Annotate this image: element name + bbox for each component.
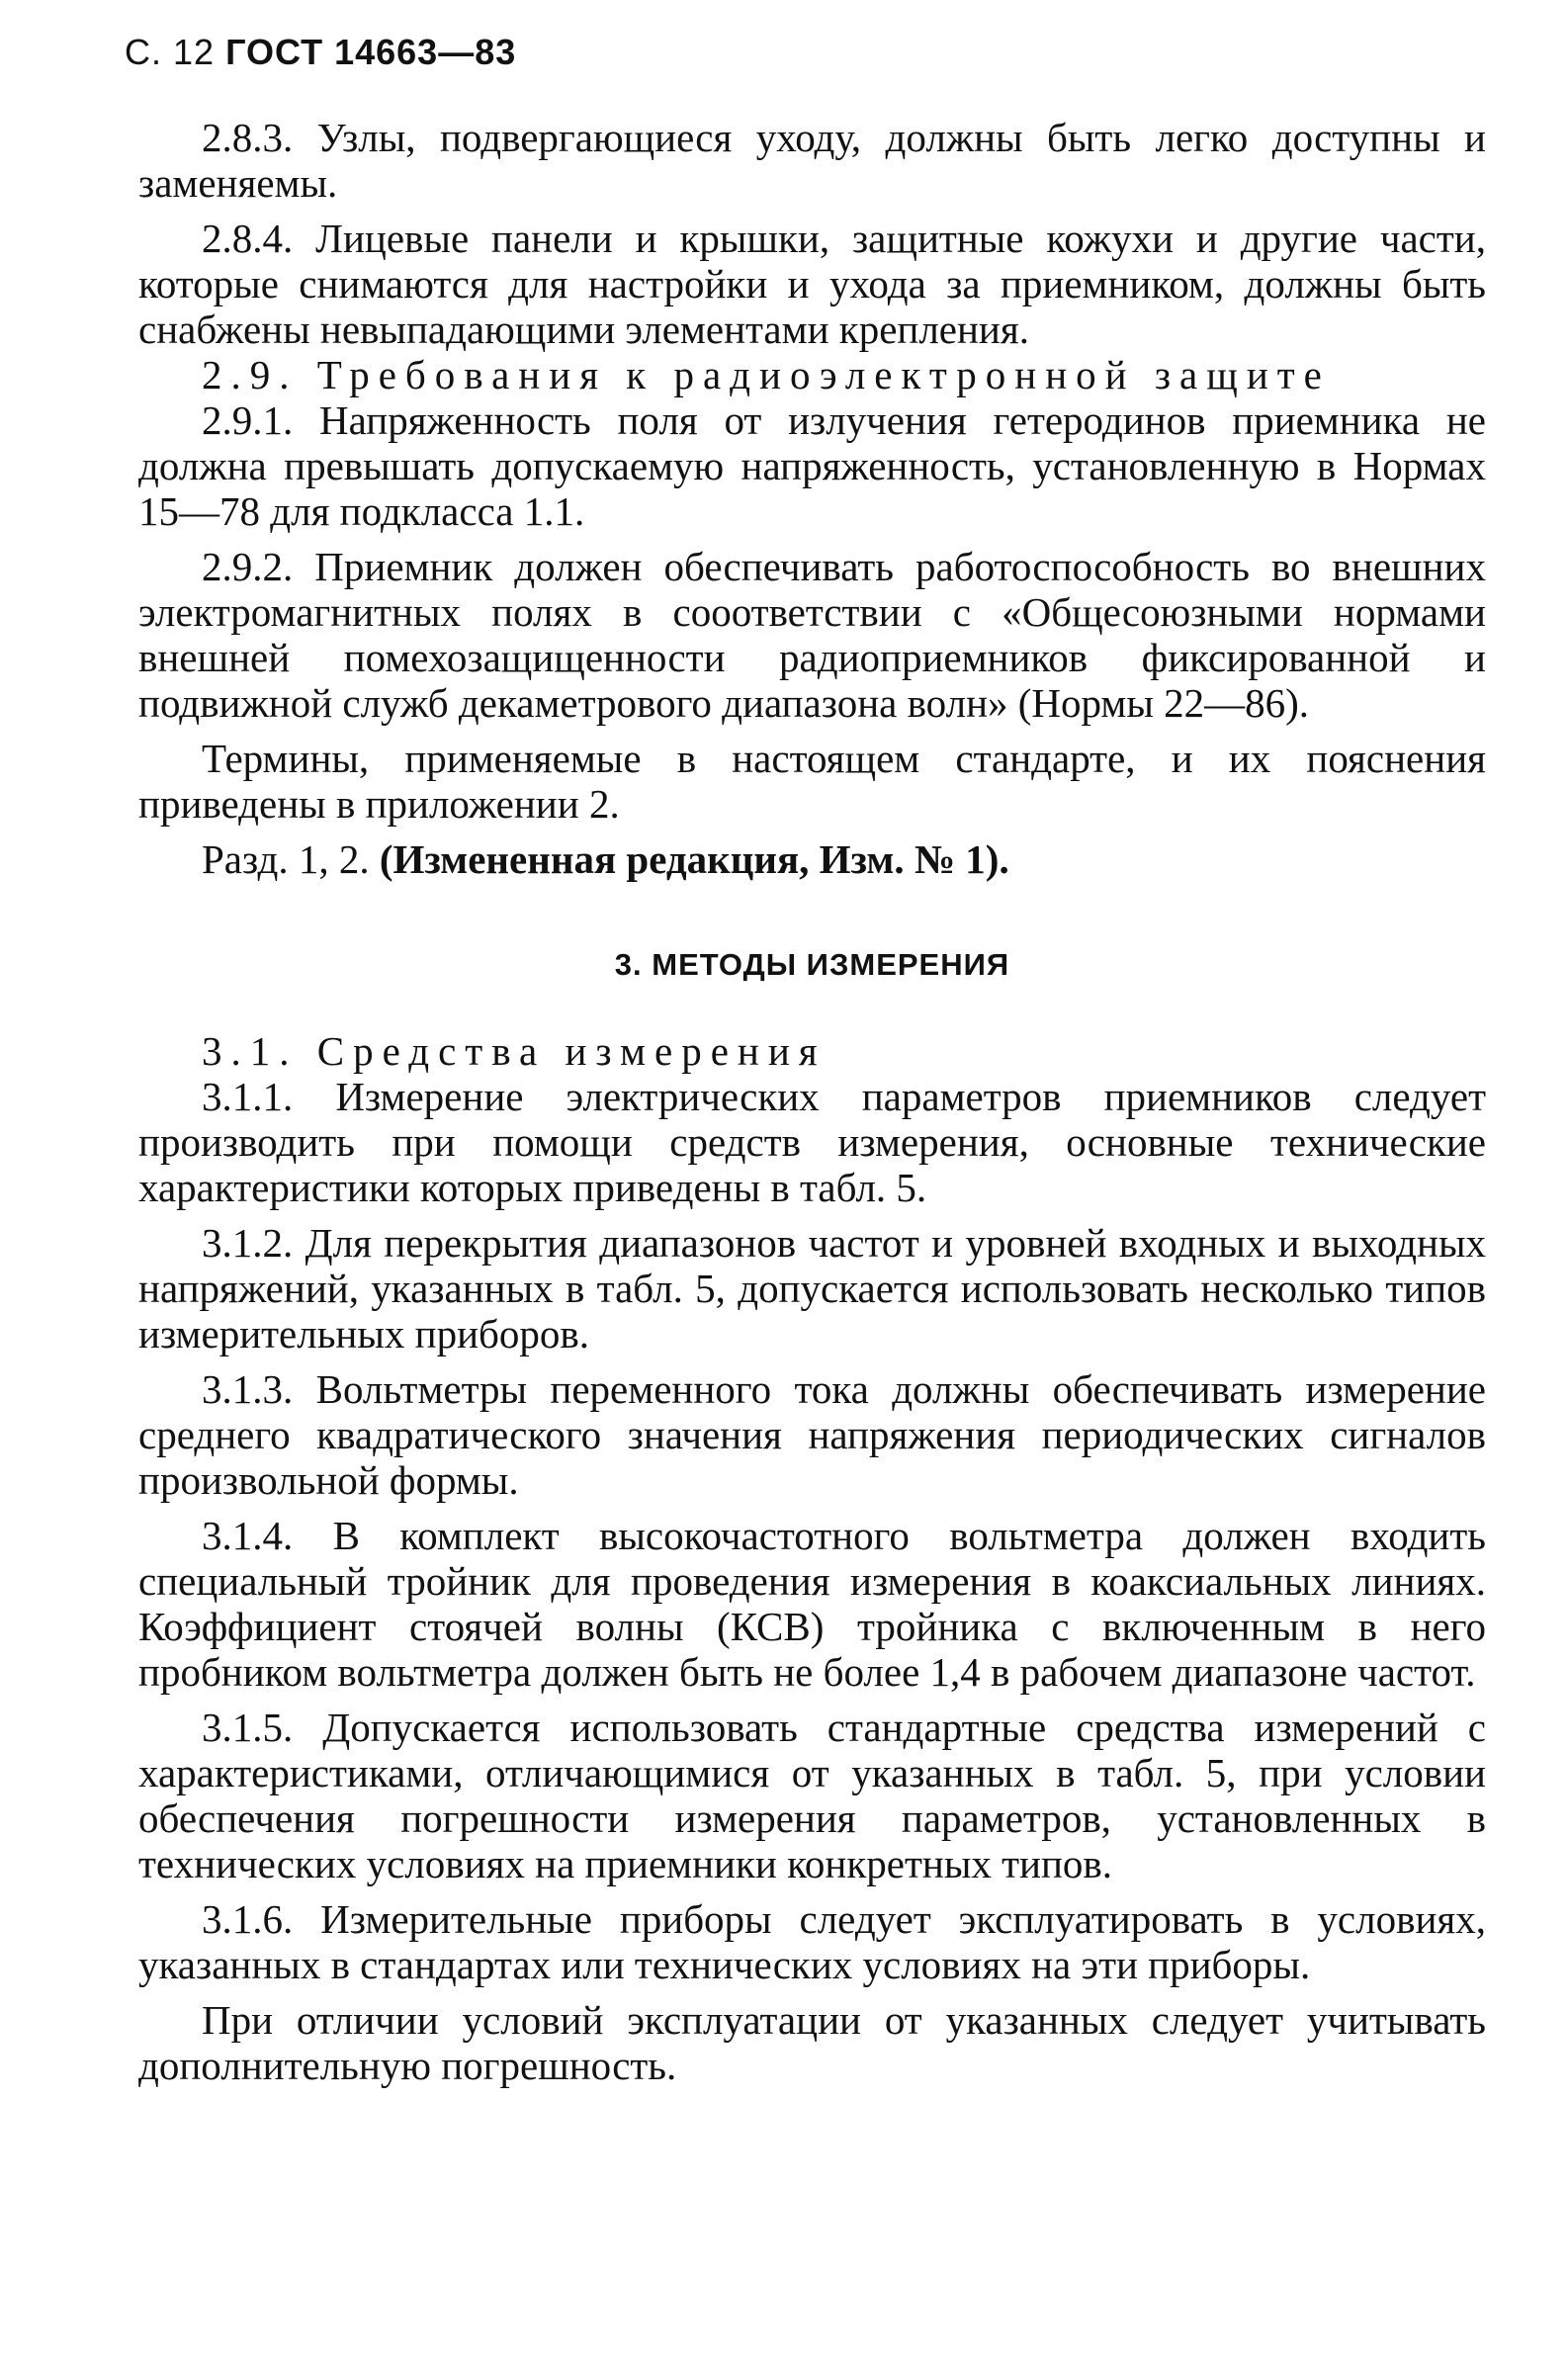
clause-3-1-2: 3.1.2. Для перекрытия диапазонов частот и уровней входных и выходных напряжений, указанных в табл. 5, допускается использовать несколько типов измерительных приборов. [138,1220,1486,1357]
clause-2-9-heading-text: 2.9. Требования к радиоэлектронной защите [202,352,1331,397]
clause-2-9-heading [138,352,1486,397]
clause-2-9-2: 2.9.2. Приемник должен обеспечивать работоспособность во внешних электромагнитных полях в сооответствии с «Общесоюзными нормами внешней помехозащищенности радиоприемников фиксированной и подвижной служб декаметрового диапазона волн» (Нормы 22—86). [138,544,1486,726]
clause-2-9-1: 2.9.1. Напряженность поля от излучения гетеродинов приемника не должна превышать допускаемую напряженность, установленную в Нормах 15—78 для подкласса 1.1. [138,397,1486,534]
page-header [125,32,516,73]
change-note [138,836,1486,882]
page-number: С. 12 [125,32,216,72]
clause-3-1-heading [138,1028,1486,1074]
clause-3-1-6: 3.1.6. Измерительные приборы следует эксплуатировать в условиях, указанных в стандартах или технических условиях на эти приборы. [138,1896,1486,1987]
clause-3-1-4: 3.1.4. В комплект высокочастотного вольтметра должен входить специальный тройник для проведения измерения в коаксиальных линиях. Коэффициент стоячей волны (КСВ) тройника с включенным в него пробником вольтметра должен быть не более 1,4 в рабочем диапазоне частот. [138,1513,1486,1695]
clause-3-1-5: 3.1.5. Допускается использовать стандартные средства измерений с характеристиками, отличающимися от указанных в табл. 5, при условии обеспечения погрешности измерения параметров, установленных в технических условиях на приемники конкретных типов. [138,1705,1486,1886]
standard-designation: ГОСТ 14663—83 [225,32,517,72]
section-3-title: 3. МЕТОДЫ ИЗМЕРЕНИЯ [614,947,1010,982]
closing-note: При отличии условий эксплуатации от указанных следует учитывать дополнительную погрешность. [138,1997,1486,2088]
change-note-prefix: Разд. 1, 2. [202,836,370,882]
clause-2-8-3: 2.8.3. Узлы, подвергающиеся уходу, должны быть легко доступны и заменяемы. [138,115,1486,206]
document-body [138,115,1486,2088]
clause-3-1-heading-text: 3.1. Средства измерения [202,1028,827,1074]
change-note-bold: (Измененная редакция, Изм. № 1). [379,836,1009,882]
clause-2-8-4: 2.8.4. Лицевые панели и крышки, защитные кожухи и другие части, которые снимаются для настройки и ухода за приемником, должны быть снабжены невыпадающими элементами крепления. [138,216,1486,352]
clause-3-1-1: 3.1.1. Измерение электрических параметров приемников следует производить при помощи средств измерения, основные технические характеристики которых приведены в табл. 5. [138,1074,1486,1210]
terms-note: Термины, применяемые в настоящем стандарте, и их пояснения приведены в приложении 2. [138,736,1486,827]
clause-3-1-3: 3.1.3. Вольтметры переменного тока должны обеспечивать измерение среднего квадратического значения напряжения периодических сигналов произвольной формы. [138,1366,1486,1503]
